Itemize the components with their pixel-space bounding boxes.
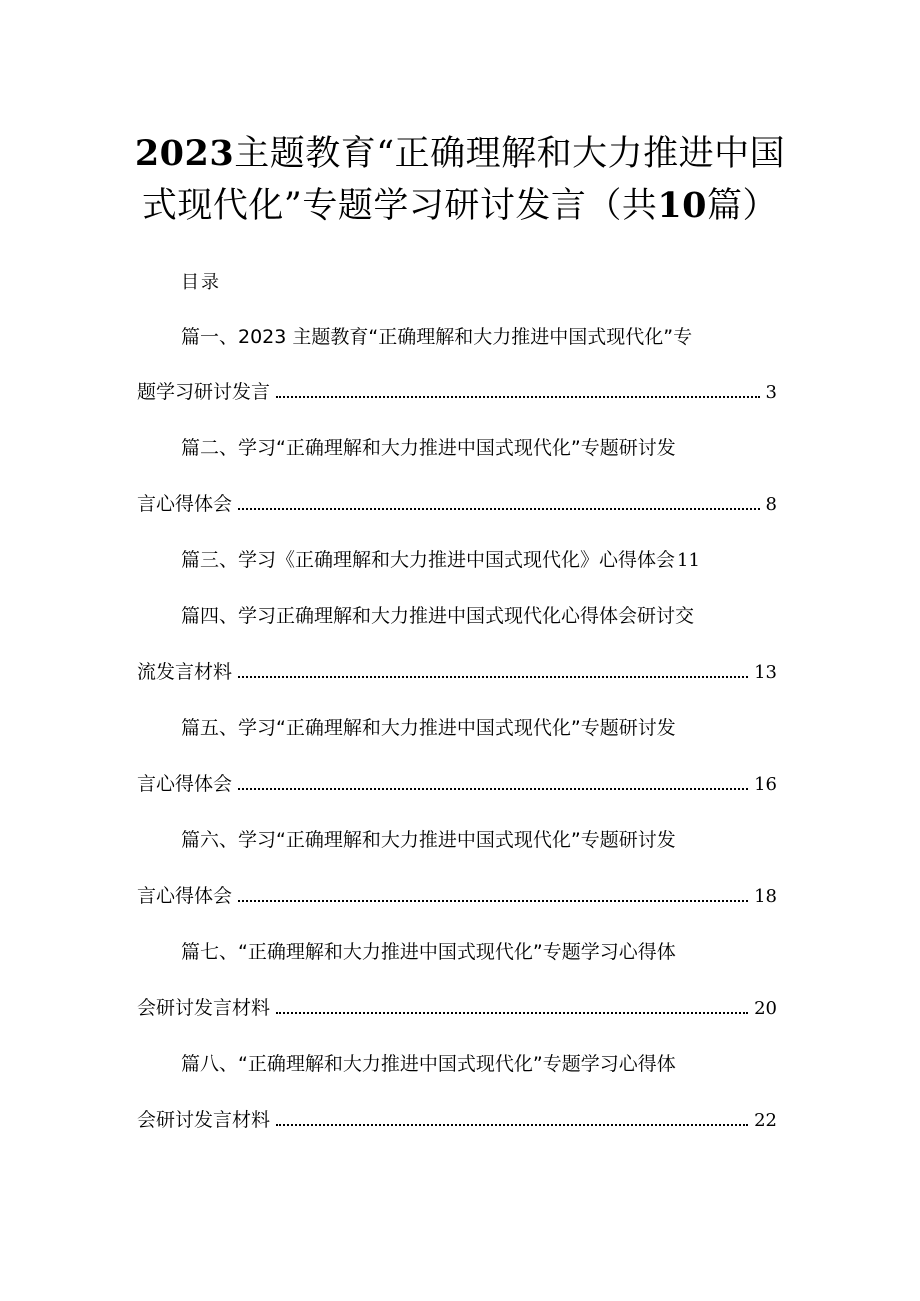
toc-entry-7-line1[interactable]: 篇七、“正确理解和大力推进中国式现代化”专题学习心得体 [181, 941, 676, 963]
toc-leader-dots [276, 396, 760, 398]
title-year: 2023 [134, 133, 235, 174]
toc-page-number: 11 [677, 550, 700, 571]
toc-entry-text: 言心得体会 [137, 773, 233, 795]
toc-page-number: 8 [765, 494, 777, 515]
toc-label: 目录 [181, 272, 221, 293]
title-line-2-text: 式现代化”专题学习研讨发言（共 [141, 186, 658, 226]
title-line-2 [130, 180, 790, 232]
toc-page-number: 3 [765, 382, 777, 403]
toc-entry-8-line1[interactable]: 篇八、“正确理解和大力推进中国式现代化”专题学习心得体 [181, 1053, 676, 1075]
toc-entry-8-line2[interactable] [137, 1106, 777, 1135]
toc-page-number: 16 [754, 774, 777, 795]
title-line-1 [130, 128, 790, 180]
toc-entry-5-line1[interactable]: 篇五、学习“正确理解和大力推进中国式现代化”专题研讨发 [181, 717, 676, 739]
toc-entry-3[interactable] [181, 546, 700, 575]
toc-entry-6-line2[interactable] [137, 882, 777, 911]
toc-leader-dots [276, 1012, 748, 1014]
document-title [130, 128, 790, 232]
toc-leader-dots [238, 788, 748, 790]
toc-leader-dots [238, 900, 748, 902]
toc-page-number: 18 [754, 886, 777, 907]
title-count: 10 [657, 185, 708, 226]
toc-entry-text: 流发言材料 [137, 661, 233, 683]
toc-entry-1-line2[interactable] [137, 378, 777, 407]
toc-entry-5-line2[interactable] [137, 770, 777, 799]
toc-page-number: 22 [754, 1110, 777, 1131]
toc-entry-2-line2[interactable] [137, 490, 777, 519]
toc-entry-1-line1[interactable]: 篇一、2023 主题教育“正确理解和大力推进中国式现代化”专 [181, 326, 693, 348]
toc-entry-6-line1[interactable]: 篇六、学习“正确理解和大力推进中国式现代化”专题研讨发 [181, 829, 676, 851]
toc-entry-7-line2[interactable] [137, 994, 777, 1023]
toc-entry-4-line2[interactable] [137, 658, 777, 687]
toc-entry-text: 言心得体会 [137, 885, 233, 907]
toc-entry-2-line1[interactable]: 篇二、学习“正确理解和大力推进中国式现代化”专题研讨发 [181, 437, 676, 459]
toc-leader-dots [238, 508, 760, 510]
toc-entry-4-line1[interactable]: 篇四、学习正确理解和大力推进中国式现代化心得体会研讨交 [181, 605, 695, 627]
toc-entry-text: 言心得体会 [137, 493, 233, 515]
toc-entry-text: 篇三、学习《正确理解和大力推进中国式现代化》心得体会 [181, 549, 676, 571]
title-line-1-text: 主题教育“正确理解和大力推进中国 [234, 134, 786, 174]
toc-leader-dots [276, 1124, 748, 1126]
toc-page-number: 20 [754, 998, 777, 1019]
toc-entry-text: 题学习研讨发言 [137, 381, 271, 403]
toc-entry-text: 会研讨发言材料 [137, 1109, 271, 1131]
title-line-2-end: 篇） [707, 186, 779, 226]
toc-leader-dots [238, 676, 748, 678]
toc-entry-text: 会研讨发言材料 [137, 997, 271, 1019]
toc-page-number: 13 [754, 662, 777, 683]
